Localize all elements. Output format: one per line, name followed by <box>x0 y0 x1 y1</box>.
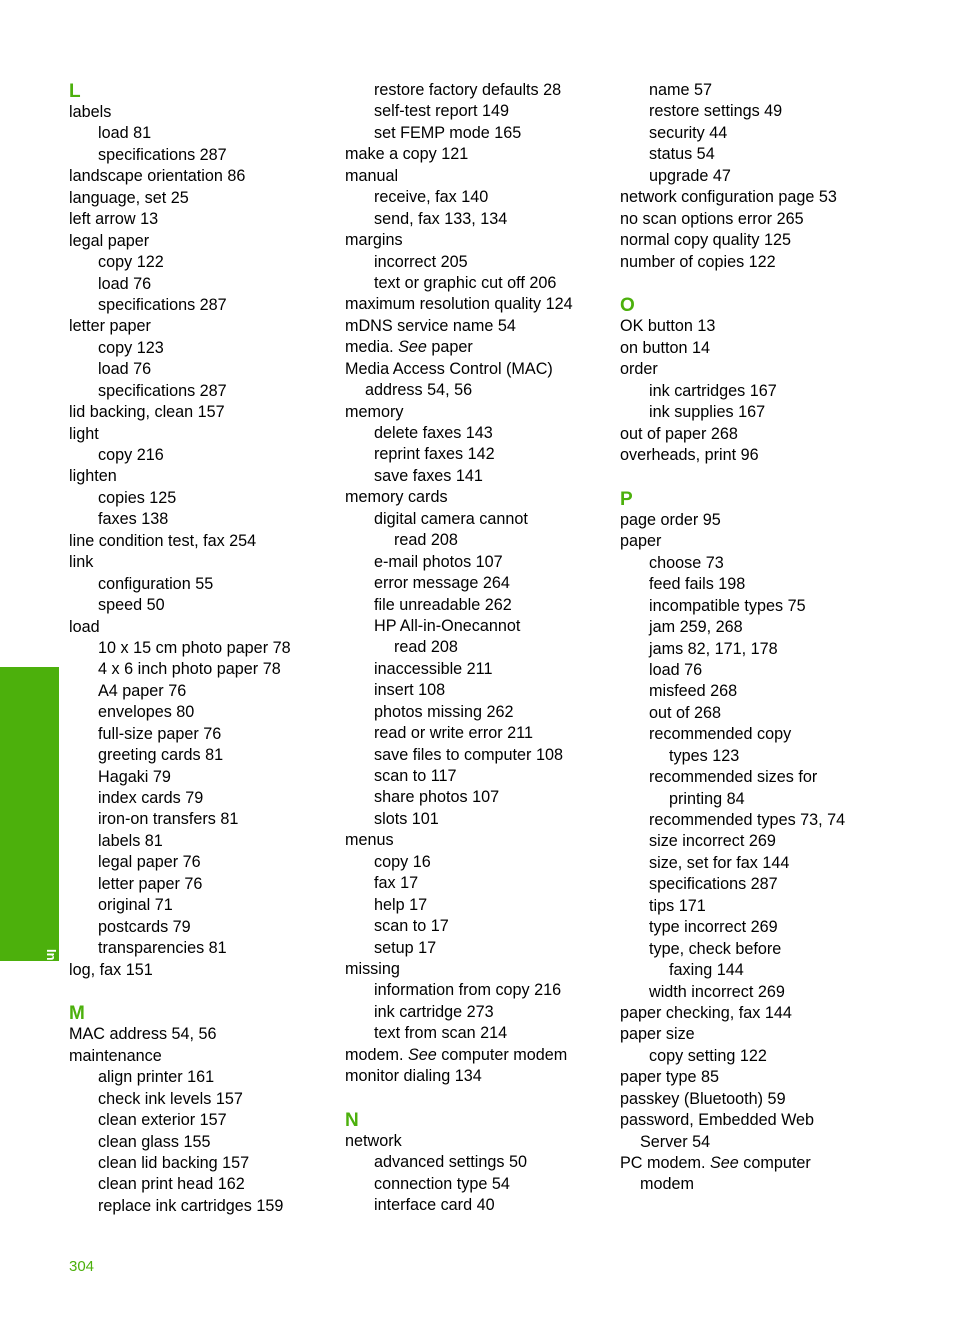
index-subentry: incompatible types 75 <box>649 596 806 615</box>
index-column-3 <box>620 80 920 1196</box>
index-entry: left arrow 13 <box>69 210 159 229</box>
index-entry: MAC address 54, 56 <box>69 1025 217 1044</box>
index-subentry: advanced settings 50 <box>374 1153 527 1172</box>
index-entry: margins <box>345 231 403 250</box>
index-subentry: copies 125 <box>98 488 177 507</box>
index-subentry: check ink levels 157 <box>98 1089 243 1108</box>
entry-text: media. <box>345 338 399 357</box>
index-entry: page order 95 <box>620 510 721 529</box>
index-subentry: replace ink cartridges 159 <box>98 1196 284 1215</box>
index-subentry: letter paper 76 <box>98 874 203 893</box>
entry-text: paper <box>426 338 473 357</box>
index-subentry: envelopes 80 <box>98 703 195 722</box>
index-subentry: delete faxes 143 <box>374 424 493 442</box>
index-subentry: postcards 79 <box>98 917 191 936</box>
index-subentry: share photos 107 <box>374 788 500 807</box>
index-subentry: copy 16 <box>374 852 431 871</box>
index-entry: no scan options error 265 <box>620 209 804 228</box>
entry-text: PC modem. <box>620 1154 710 1172</box>
index-entry <box>620 1153 920 1174</box>
index-letter-heading: M <box>69 1003 85 1025</box>
index-subentry: types 123 <box>669 746 740 765</box>
index-subentry: copy 122 <box>98 253 164 272</box>
index-subentry: recommended types 73, 74 <box>649 811 846 829</box>
index-subentry: specifications 287 <box>98 295 227 314</box>
index-subentry: recommended copy <box>649 725 792 744</box>
index-subentry: text or graphic cut off 206 <box>374 273 557 292</box>
index-subentry: speed 50 <box>98 596 165 615</box>
index-entry: link <box>69 553 94 572</box>
index-entry: missing <box>345 959 400 978</box>
index-subentry: read or write error 211 <box>374 724 533 743</box>
index-subentry: ink supplies 167 <box>649 403 766 422</box>
index-subentry: specifications 287 <box>98 145 227 164</box>
index-side-tab <box>0 667 59 983</box>
see-reference: See <box>407 1045 437 1064</box>
index-entry: labels <box>69 103 112 121</box>
index-entry-continuation: modem <box>640 1175 694 1194</box>
index-entry: load <box>69 617 100 636</box>
index-subentry: help 17 <box>374 895 428 914</box>
index-subentry: connection type 54 <box>374 1174 510 1193</box>
index-subentry: misfeed 268 <box>649 682 738 701</box>
index-subentry: fax 17 <box>374 874 419 893</box>
index-entry: manual <box>345 166 399 185</box>
index-subentry: error message 264 <box>374 574 510 593</box>
index-subentry: set FEMP mode 165 <box>374 123 522 142</box>
index-subentry: faxing 144 <box>669 961 744 980</box>
index-letter-heading: O <box>620 295 635 317</box>
index-subentry: self-test report 149 <box>374 102 509 121</box>
index-subentry: file unreadable 262 <box>374 595 512 614</box>
index-subentry: jam 259, 268 <box>649 618 743 637</box>
index-letter-heading: P <box>620 488 633 510</box>
index-subentry: size incorrect 269 <box>649 832 776 851</box>
index-entry: overheads, print 96 <box>620 446 759 464</box>
index-subentry: copy 123 <box>98 338 164 357</box>
index-subentry: align printer 161 <box>98 1068 215 1087</box>
index-subentry: copy 216 <box>98 446 164 464</box>
index-subentry: greeting cards 81 <box>98 746 224 765</box>
index-subentry: scan to 17 <box>374 917 449 936</box>
index-entry: network <box>345 1132 402 1150</box>
see-reference: See <box>398 338 427 357</box>
index-subentry: scan to 117 <box>374 767 457 785</box>
index-subentry: jams 82, 171, 178 <box>649 639 778 658</box>
index-subentry: ink cartridges 167 <box>649 381 777 400</box>
index-subentry: copy setting 122 <box>649 1046 767 1065</box>
index-entry: lighten <box>69 467 117 486</box>
index-subentry: save files to computer 108 <box>374 745 563 764</box>
index-entry: paper checking, fax 144 <box>620 1003 792 1022</box>
index-entry: normal copy quality 125 <box>620 231 791 250</box>
index-subentry: labels 81 <box>98 831 163 850</box>
index-entry: legal paper <box>69 231 150 250</box>
index-subentry: send, fax 133, 134 <box>374 209 508 228</box>
section-gap <box>620 466 920 487</box>
index-entry: OK button 13 <box>620 317 716 336</box>
index-subentry: type, check before <box>649 939 782 958</box>
index-subentry: slots 101 <box>374 809 439 828</box>
index-subentry: feed fails 198 <box>649 575 746 594</box>
index-subentry: legal paper 76 <box>98 853 201 872</box>
index-subentry: save faxes 141 <box>374 466 483 485</box>
index-entry: line condition test, fax 254 <box>69 531 257 550</box>
index-entry: network configuration page 53 <box>620 188 837 207</box>
index-entry: monitor dialing 134 <box>345 1067 482 1086</box>
index-entry: light <box>69 424 99 443</box>
index-subentry: inaccessible 211 <box>374 659 493 678</box>
index-entry: number of copies 122 <box>620 252 776 271</box>
index-subentry: choose 73 <box>649 553 724 572</box>
index-entry: passkey (Bluetooth) 59 <box>620 1089 786 1108</box>
index-subentry: text from scan 214 <box>374 1024 508 1043</box>
index-subentry: load 81 <box>98 124 152 143</box>
section-gap <box>69 981 329 1002</box>
index-subentry: load 76 <box>98 360 152 379</box>
index-subentry: security 44 <box>649 123 728 142</box>
index-entry: language, set 25 <box>69 188 189 207</box>
index-subentry: photos missing 262 <box>374 702 514 721</box>
index-column-2 <box>345 80 615 1217</box>
section-gap <box>620 273 920 294</box>
index-entry <box>345 337 615 358</box>
index-subentry: specifications 287 <box>98 381 227 400</box>
index-subentry: digital camera cannot <box>374 509 528 528</box>
index-subentry: full-size paper 76 <box>98 724 222 743</box>
index-entry-continuation: address 54, 56 <box>365 381 473 400</box>
index-entry: log, fax 151 <box>69 960 153 979</box>
index-entry: paper size <box>620 1025 695 1044</box>
index-subentry: name 57 <box>649 81 712 99</box>
index-subentry: 10 x 15 cm photo paper 78 <box>98 638 291 657</box>
section-gap <box>345 1088 615 1109</box>
index-subentry: reprint faxes 142 <box>374 445 495 464</box>
index-subentry: width incorrect 269 <box>649 982 785 1001</box>
index-subentry: ink cartridge 273 <box>374 1002 494 1021</box>
side-tab-label: Index <box>44 949 59 983</box>
index-subentry: iron-on transfers 81 <box>98 810 239 829</box>
entry-text: computer <box>738 1154 811 1172</box>
index-subentry: clean lid backing 157 <box>98 1154 250 1172</box>
index-letter-heading: N <box>345 1110 359 1131</box>
index-entry: make a copy 121 <box>345 145 469 164</box>
index-subentry: printing 84 <box>669 789 745 808</box>
index-letter-heading: L <box>69 81 81 102</box>
index-subentry: specifications 287 <box>649 875 778 894</box>
index-entry-continuation: Server 54 <box>640 1132 711 1151</box>
index-entry: maintenance <box>69 1046 162 1065</box>
index-entry: on button 14 <box>620 338 711 357</box>
index-entry: Media Access Control (MAC) <box>345 359 553 378</box>
index-subentry: restore factory defaults 28 <box>374 81 562 99</box>
index-subentry: 4 x 6 inch photo paper 78 <box>98 660 281 679</box>
index-subentry: clean glass 155 <box>98 1132 211 1151</box>
index-subentry: load 76 <box>649 660 703 679</box>
index-entry: mDNS service name 54 <box>345 316 516 335</box>
index-subentry: A4 paper 76 <box>98 681 187 700</box>
index-subentry: index cards 79 <box>98 789 204 807</box>
entry-text: modem. <box>345 1045 408 1064</box>
index-subentry: transparencies 81 <box>98 939 227 958</box>
index-entry: memory cards <box>345 488 448 507</box>
index-subentry: insert 108 <box>374 681 446 700</box>
index-entry: paper type 85 <box>620 1068 719 1087</box>
index-subentry: restore settings 49 <box>649 102 783 121</box>
see-reference: See <box>709 1154 739 1172</box>
page-number: 304 <box>69 1258 95 1275</box>
index-entry: order <box>620 360 658 379</box>
index-subentry: receive, fax 140 <box>374 188 489 207</box>
index-subentry: clean exterior 157 <box>98 1111 227 1130</box>
index-subentry: Hagaki 79 <box>98 767 171 786</box>
index-entry: maximum resolution quality 124 <box>345 295 573 314</box>
entry-text: computer modem <box>436 1045 568 1064</box>
index-column-1 <box>69 80 329 1217</box>
index-subentry: load 76 <box>98 274 152 293</box>
index-entry: paper <box>620 532 662 551</box>
index-subentry: size, set for fax 144 <box>649 853 790 872</box>
index-subentry: original 71 <box>98 896 173 915</box>
index-entry: out of paper 268 <box>620 424 738 443</box>
index-subentry: configuration 55 <box>98 574 214 593</box>
index-subentry: interface card 40 <box>374 1196 495 1215</box>
index-subentry: out of 268 <box>649 703 722 722</box>
index-entry: password, Embedded Web <box>620 1111 815 1130</box>
index-subentry: read 208 <box>394 531 458 550</box>
index-entry: menus <box>345 831 394 850</box>
index-subentry: clean print head 162 <box>98 1175 245 1194</box>
index-subentry: status 54 <box>649 145 715 164</box>
index-entry: landscape orientation 86 <box>69 167 246 186</box>
index-entry: letter paper <box>69 317 151 336</box>
index-subentry: read 208 <box>394 638 458 657</box>
index-entry: memory <box>345 402 404 421</box>
index-subentry: upgrade 47 <box>649 166 731 185</box>
index-subentry: e-mail photos 107 <box>374 552 503 571</box>
index-entry <box>345 1045 615 1066</box>
index-subentry: faxes 138 <box>98 510 169 529</box>
index-entry: lid backing, clean 157 <box>69 403 225 422</box>
index-subentry: recommended sizes for <box>649 768 818 787</box>
index-subentry: information from copy 216 <box>374 981 562 1000</box>
index-subentry: incorrect 205 <box>374 252 468 271</box>
index-subentry: setup 17 <box>374 938 437 957</box>
index-subentry: HP All-in-Onecannot <box>374 616 521 635</box>
index-subentry: type incorrect 269 <box>649 918 778 937</box>
index-subentry: tips 171 <box>649 896 706 915</box>
